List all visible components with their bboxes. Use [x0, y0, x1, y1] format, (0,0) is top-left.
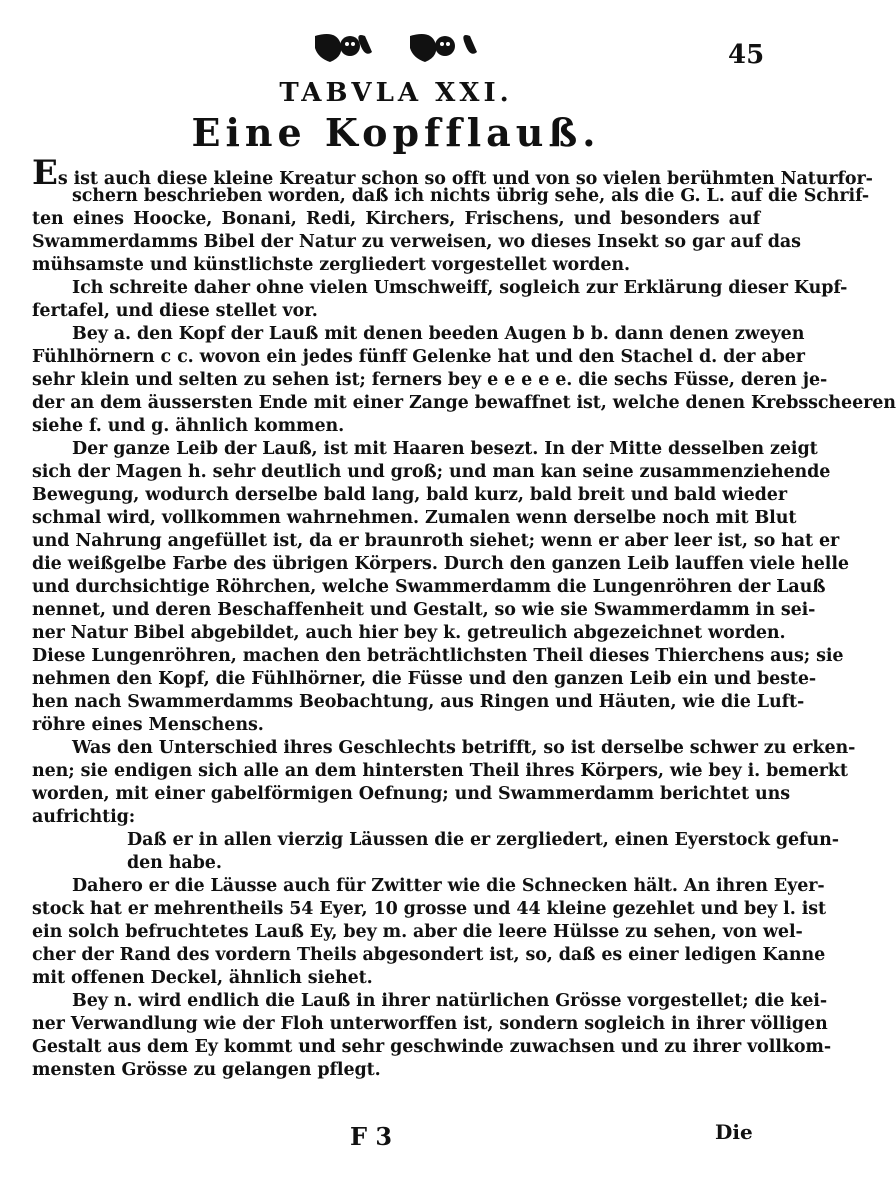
text-line: worden, mit einer gabelförmigen Oefnung; und Swammerdamm berichtet uns	[32, 784, 790, 804]
text-line: cher der Rand des vordern Theils abgesondert ist, so, daß es einer ledigen Kanne	[32, 945, 826, 965]
text-line: die weißgelbe Farbe des übrigen Körpers. Durch den ganzen Leib lauffen viele helle	[32, 554, 849, 574]
text-line: Fühlhörnern c c. wovon ein jedes fünff Gelenke hat und den Stachel d. der aber	[32, 347, 805, 367]
text-line: nennet, und deren Beschaffenheit und Gestalt, so wie sie Swammerdamm in sei-	[32, 600, 816, 620]
text-line: ner Natur Bibel abgebildet, auch hier bey k. getreulich abgezeichnet worden.	[32, 623, 786, 643]
text-line: mit offenen Deckel, ähnlich siehet.	[32, 968, 373, 988]
text-line: sich der Magen h. sehr deutlich und groß; und man kan seine zusammenziehende	[32, 462, 831, 482]
text-line: sehr klein und selten zu sehen ist; ferners bey e e e e e. die sechs Füsse, deren je-	[32, 370, 828, 390]
signature-mark: F 3	[350, 1122, 393, 1151]
text-line: siehe f. und g. ähnlich kommen.	[32, 416, 345, 436]
page-number: 45	[728, 40, 765, 70]
body-text	[32, 153, 896, 1082]
text-line: aufrichtig:	[32, 807, 136, 827]
text-line: mensten Grösse zu gelangen pflegt.	[32, 1060, 381, 1080]
text-line: Der ganze Leib der Lauß, ist mit Haaren besezt. In der Mitte desselben zeigt	[72, 439, 818, 459]
text-line: ten eines Hoocke, Bonani, Redi, Kirchers, Frischens, und besonders auf	[32, 209, 760, 229]
quote-line: den habe.	[127, 853, 222, 873]
text-line: Was den Unterschied ihres Geschlechts betrifft, so ist derselbe schwer zu erken-	[72, 738, 856, 758]
text-line: fertafel, und diese stellet vor.	[32, 301, 318, 321]
text-line: Ich schreite daher ohne vielen Umschweiff, sogleich zur Erklärung dieser Kupf-	[72, 278, 848, 298]
text-line: nehmen den Kopf, die Fühlhörner, die Füsse und den ganzen Leib ein und beste-	[32, 669, 817, 689]
text-line: nen; sie endigen sich alle an dem hintersten Theil ihres Körpers, wie bey i. bemerkt	[32, 761, 848, 781]
text-line: und durchsichtige Röhrchen, welche Swammerdamm die Lungenröhren der Lauß	[32, 577, 826, 597]
text-line: Bey a. den Kopf der Lauß mit denen beeden Augen b b. dann denen zweyen	[72, 324, 805, 344]
text-line: Es ist auch diese kleine Kreatur schon so offt und von so vielen berühmten Naturfor-	[32, 153, 873, 193]
plate-heading: TABVLA XXI.	[279, 78, 513, 108]
catchword: Die	[715, 1120, 753, 1144]
text-line: ner Verwandlung wie der Floh unterworffen ist, sondern sogleich in ihrer völligen	[32, 1014, 828, 1034]
text-line: Bewegung, wodurch derselbe bald lang, bald kurz, bald breit und bald wieder	[32, 485, 787, 505]
text-line: schmal wird, vollkommen wahrnehmen. Zumalen wenn derselbe noch mit Blut	[32, 508, 797, 528]
text-line: Diese Lungenröhren, machen den beträchtlichsten Theil dieses Thierchens aus; sie	[32, 646, 844, 666]
text-line: Gestalt aus dem Ey kommt und sehr geschwinde zuwachsen und zu ihrer vollkom-	[32, 1037, 831, 1057]
text-line: ein solch befruchtetes Lauß Ey, bey m. aber die leere Hülsse zu sehen, von wel-	[32, 922, 803, 942]
text-line: und Nahrung angefüllet ist, da er braunroth siehet; wenn er aber leer ist, so hat er	[32, 531, 840, 551]
page-title: Eine Kopfflauß.	[191, 110, 601, 155]
text-line: Dahero er die Läusse auch für Zwitter wie die Schnecken hält. An ihren Eyer-	[72, 876, 825, 896]
text-line: stock hat er mehrentheils 54 Eyer, 10 grosse und 44 kleine gezehlet und bey l. ist	[32, 899, 826, 919]
text-line: schern beschrieben worden, daß ich nichts übrig sehe, als die G. L. auf die Schrif-	[72, 186, 870, 206]
text-line: der an dem äussersten Ende mit einer Zange bewaffnet ist, welche denen Krebsscheeren	[32, 393, 896, 413]
text-line: mühsamste und künstlichste zergliedert vorgestellet worden.	[32, 255, 631, 275]
text-line: hen nach Swammerdamms Beobachtung, aus Ringen und Häuten, wie die Luft-	[32, 692, 805, 712]
quote-line: Daß er in allen vierzig Läussen die er zergliedert, einen Eyerstock gefun-	[127, 830, 839, 850]
text-line: röhre eines Menschens.	[32, 715, 264, 735]
head-ornament-icon	[310, 28, 480, 68]
text-line: Swammerdamms Bibel der Natur zu verweisen, wo dieses Insekt so gar auf das	[32, 232, 801, 252]
text-line: Bey n. wird endlich die Lauß in ihrer natürlichen Grösse vorgestellet; die kei-	[72, 991, 828, 1011]
